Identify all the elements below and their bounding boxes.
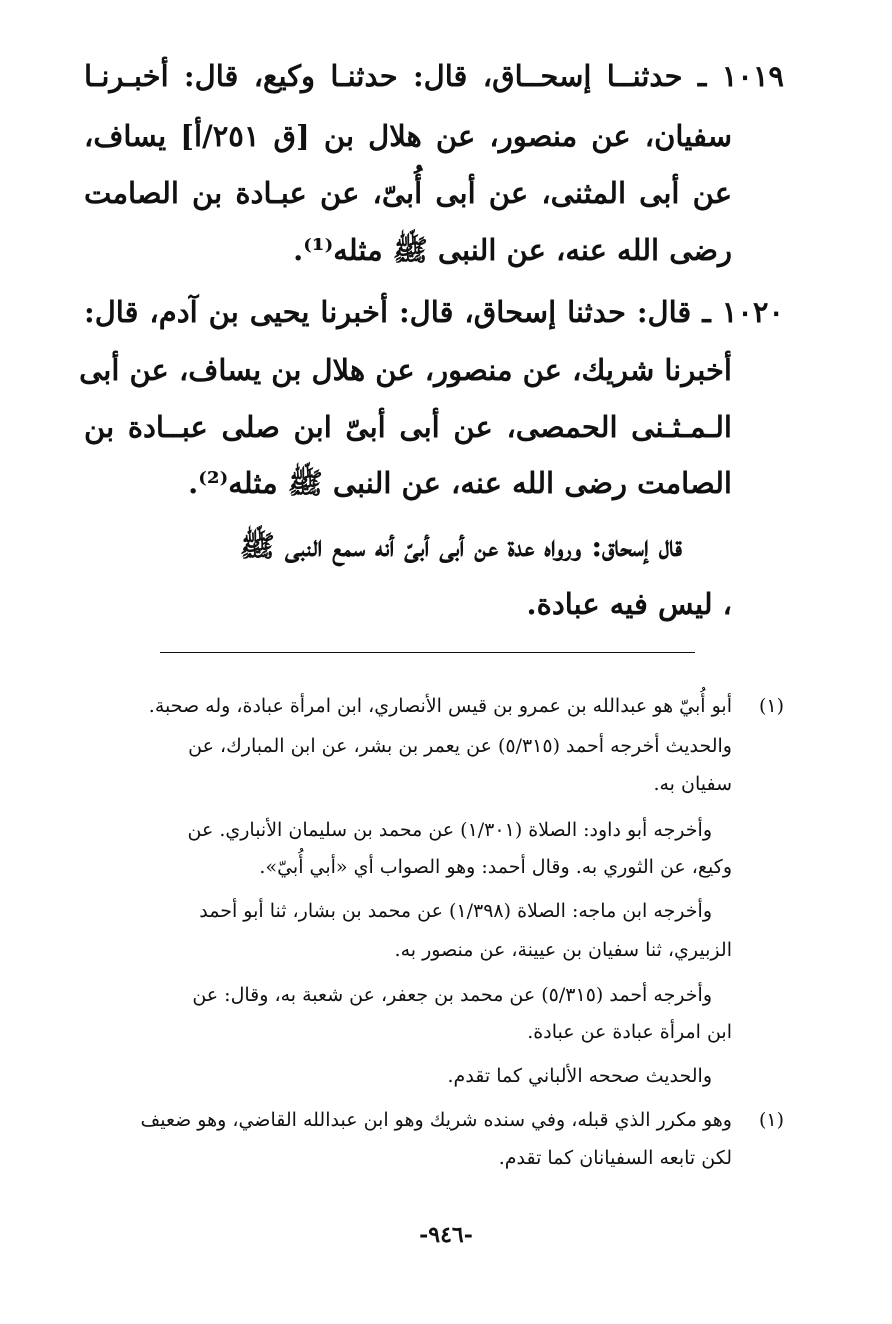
hadith-1019-line-1 [84,56,784,96]
hadith-1020-line-2: أخبرنا شريك، عن منصور، عن هلال بن يساف، عن أبى [79,353,732,387]
hadith-1020-line-4: الصامت رضى الله عنه، عن النبى ﷺ مثله⁽²⁾. [188,466,732,500]
hadith-1019-line-2: سفيان، عن منصور، عن هلال بن [ق ٢٥١/أ] يساف، [84,119,732,153]
hadith-1019-line-4: رضى الله عنه، عن النبى ﷺ مثله⁽¹⁾. [293,233,732,267]
hadith-dash: ـ [682,59,707,93]
hadith-number: ١٠٢٠ [721,295,785,329]
hadith-1020-line-1 [84,292,784,332]
footnote-1-line-10: والحديث صححه الألباني كما تقدم. [447,1065,712,1087]
footnote-1-line-1: أبو أُبيّ هو عبدالله بن عمرو بن قيس الأنصاري، ابن امرأة عبادة، وله صحبة. [148,695,732,717]
hadith-text: قال: حدثنا إسحاق، قال: أخبرنا يحيى بن آدم، قال: [84,295,692,329]
footnote-2-line-1: وهو مكرر الذي قبله، وفي سنده شريك وهو ابن عبدالله القاضي، وهو ضعيف [140,1109,732,1131]
footnote-1-line-7: الزبيري، ثنا سفيان بن عيينة، عن منصور به. [394,939,732,961]
footnote-separator [160,652,695,653]
hadith-1020-line-3: الـمـثـنى الحمصى، عن أبى أبىّ ابن صلى عبــادة بن [84,410,732,444]
footnote-1-line-8: وأخرجه أحمد (٥/٣١٥) عن محمد بن جعفر، عن شعبة به، وقال: عن [192,984,712,1006]
hadith-text: حدثنــا إسحــاق، قال: حدثنـا وكيع، قال: أخبـرنـا [84,59,683,93]
page-number: -٩٤٦- [419,1222,473,1248]
footnote-2-line-2: لكن تابعه السفيانان كما تقدم. [498,1147,732,1169]
hadith-1019-line-3: عن أبى المثنى، عن أبى أُبىّ، عن عبـادة بن الصامت [84,176,732,210]
footnote-1-line-6: وأخرجه ابن ماجه: الصلاة (١/٣٩٨) عن محمد بن بشار، ثنا أبو أحمد [199,900,712,922]
footnote-1-line-3: سفيان به. [653,773,732,795]
footnote-1-line-5: وكيع، عن الثوري به. وقال أحمد: وهو الصواب أي «أبي أُبيّ». [259,856,732,878]
footnote-2-marker: (١) [758,1109,784,1131]
footnote-1-line-4: وأخرجه أبو داود: الصلاة (١/٣٠١) عن محمد بن سليمان الأنباري. عن [187,819,712,841]
footnote-1-line-2: والحديث أخرجه أحمد (٥/٣١٥) عن يعمر بن بشر، عن ابن المبارك، عن [188,735,732,757]
hadith-dash: ـ [691,295,711,329]
footnote-1-marker: (١) [758,695,784,717]
hadith-number: ١٠١٩ [721,59,784,93]
closing-line-1: قال إسحاق: ورواه عدة عن أبى أبىّ أنه سمع النبى ﷺ [239,529,682,563]
closing-line-2: ، ليس فيه عبادة. [526,587,732,621]
footnote-1-line-9: ابن امرأة عبادة عن عبادة. [527,1021,732,1043]
